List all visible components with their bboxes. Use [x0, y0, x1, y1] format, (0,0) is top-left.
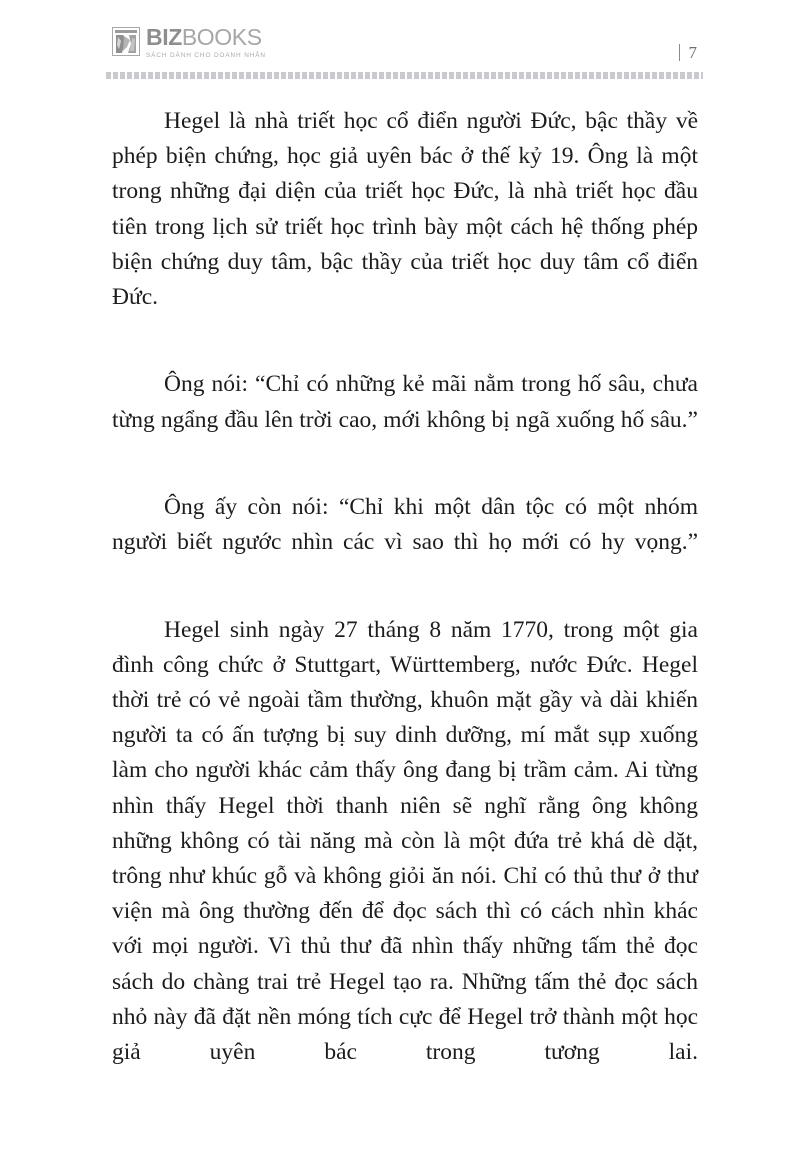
- book-emblem-icon: [112, 27, 140, 56]
- body-paragraph: Ông nói: “Chỉ có những kẻ mãi nằm trong hố sâu, chưa từng ngẩng đầu lên trời cao, mới không bị ngã xuống hố sâu.”: [112, 371, 698, 433]
- body-paragraph: Ông ấy còn nói: “Chỉ khi một dân tộc có một nhóm người biết ngước nhìn các vì sao thì họ mới có hy vọng.”: [112, 494, 698, 556]
- brand-text-block: [146, 26, 266, 60]
- page-header: [112, 26, 697, 78]
- brand-tagline: SÁCH DÀNH CHO DOANH NHÂN: [146, 52, 266, 59]
- body-content: [112, 104, 698, 1105]
- page-folio: [679, 44, 698, 61]
- body-paragraph: Hegel là nhà triết học cổ điển người Đức, bậc thầy về phép biện chứng, học giả uyên bác ở thế kỷ 19. Ông là một trong những đại diện của triết học Đức, là nhà triết học đầu tiên trong lịch sử triết học trình bày một cách hệ thống phép biện chứng duy tâm, bậc thầy của triết học duy tâm cổ điển Đức.: [112, 108, 698, 311]
- publisher-logo: [112, 26, 266, 60]
- header-dashed-rule: [106, 72, 703, 79]
- brand-wordmark: [146, 26, 266, 49]
- folio-divider: [679, 44, 680, 61]
- brand-wordmark-biz: BIZ: [146, 24, 182, 50]
- brand-wordmark-books: BOOKS: [181, 24, 262, 50]
- body-paragraph: Hegel sinh ngày 27 tháng 8 năm 1770, trong một gia đình công chức ở Stuttgart, Württemberg, nước Đức. Hegel thời trẻ có vẻ ngoài tầm thường, khuôn mặt gầy và dài khiến người ta có ấn tượng bị suy dinh dưỡng, mí mắt sụp xuống làm cho người khác cảm thấy ông đang bị trầm cảm. Ai từng nhìn thấy Hegel thời thanh niên sẽ nghĩ rằng ông không những không có tài năng mà còn là một đứa trẻ khá dè dặt, trông như khúc gỗ và không giỏi ăn nói. Chỉ có thủ thư ở thư viện mà ông thường đến để đọc sách thì có cách nhìn khác với mọi người. Vì thủ thư đã nhìn thấy những tấm thẻ đọc sách do chàng trai trẻ Hegel tạo ra. Những tấm thẻ đọc sách nhỏ này đã đặt nền móng tích cực để Hegel trở thành một học giả uyên bác trong tương lai.: [112, 616, 698, 1066]
- page-number: 7: [688, 43, 697, 62]
